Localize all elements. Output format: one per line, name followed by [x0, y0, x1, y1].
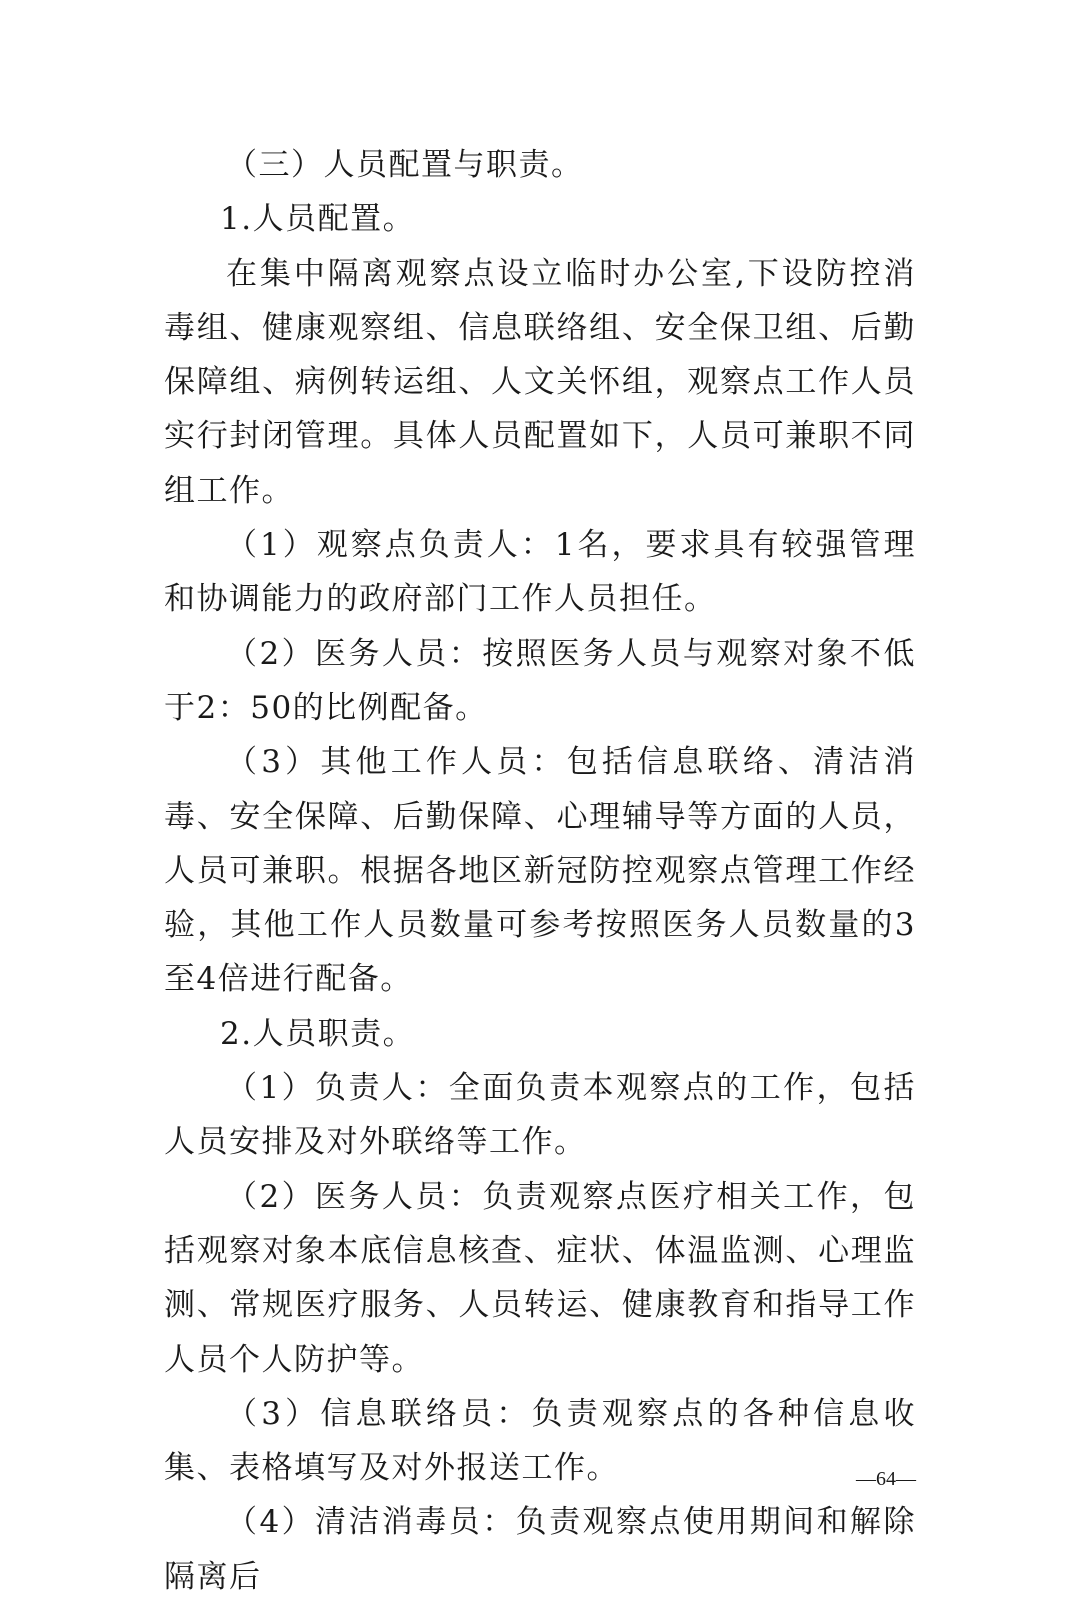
paragraph-office-setup: 在集中隔离观察点设立临时办公室,下设防控消毒组、健康观察组、信息联络组、安全保卫组、后勤保障组、病例转运组、人文关怀组，观察点工作人员实行封闭管理。具体人员配置如下，人员可兼职不同组工作。 [164, 255, 916, 509]
document-body [164, 138, 916, 1604]
paragraph-other-staff: （3）其他工作人员：包括信息联络、清洁消毒、安全保障、后勤保障、心理辅导等方面的人员，人员可兼职。根据各地区新冠防控观察点管理工作经验，其他工作人员数量可参考按照医务人员数量的3至4倍进行配备。 [164, 744, 916, 998]
paragraph-site-leader: （1）观察点负责人：1名，要求具有较强管理和协调能力的政府部门工作人员担任。 [164, 527, 916, 618]
section-heading: （三）人员配置与职责。 [226, 147, 584, 183]
paragraph-medical-duties: （2）医务人员：负责观察点医疗相关工作，包括观察对象本底信息核查、症状、体温监测、心理监测、常规医疗服务、人员转运、健康教育和指导工作人员个人防护等。 [164, 1178, 916, 1378]
subsection-heading-duties: 2.人员职责。 [220, 1015, 416, 1052]
page-number: —64— [856, 1468, 916, 1490]
paragraph-liaison-duties: （3）信息联络员：负责观察点的各种信息收集、表格填写及对外报送工作。 [164, 1395, 916, 1487]
paragraph-leader-duties: （1）负责人：全面负责本观察点的工作，包括人员安排及对外联络等工作。 [164, 1070, 916, 1161]
subsection-heading-staffing: 1.人员配置。 [220, 201, 416, 238]
paragraph-medical-staff: （2）医务人员：按照医务人员与观察对象不低于2：50的比例配备。 [164, 635, 916, 726]
paragraph-disinfection-duties: （4）清洁消毒员：负责观察点使用期间和解除隔离后 [164, 1504, 916, 1595]
